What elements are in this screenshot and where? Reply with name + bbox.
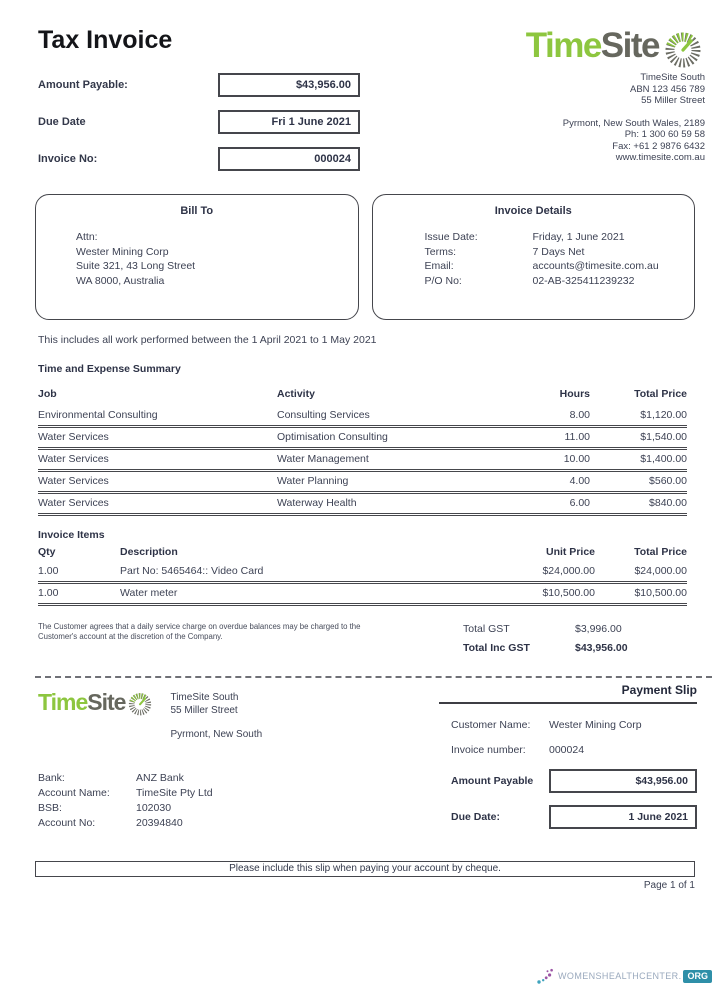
amount-payable-label: Amount Payable: bbox=[38, 79, 128, 91]
terms-value: 7 Days Net bbox=[532, 245, 585, 258]
slip-due-value: 1 June 2021 bbox=[549, 805, 697, 829]
table-row bbox=[38, 562, 687, 584]
cell-unit-price: $10,500.00 bbox=[542, 587, 595, 599]
col-description: Description bbox=[120, 546, 178, 558]
cell-total: $1,400.00 bbox=[640, 453, 687, 465]
logo-text-site: Site bbox=[600, 26, 659, 65]
cell-activity: Water Planning bbox=[277, 475, 349, 487]
email-value: accounts@timesite.com.au bbox=[532, 260, 659, 272]
amount-payable-row bbox=[38, 73, 383, 97]
header-fields bbox=[38, 26, 383, 184]
cell-total: $1,120.00 bbox=[640, 409, 687, 421]
po-no-row bbox=[425, 274, 695, 289]
time-expense-title: Time and Expense Summary bbox=[38, 363, 181, 375]
bill-to-country: WA 8000, Australia bbox=[76, 274, 165, 287]
slip-company-address bbox=[170, 689, 262, 741]
company-name: TimeSite South bbox=[640, 72, 705, 83]
cell-total-price: $24,000.00 bbox=[634, 565, 687, 577]
col-total-price: Total Price bbox=[634, 546, 687, 558]
timesite-logo-small bbox=[38, 689, 154, 741]
terms-label: Terms: bbox=[424, 245, 456, 258]
cell-hours: 10.00 bbox=[563, 453, 590, 465]
table-row bbox=[38, 494, 687, 516]
terms-note-line2: Customer's account at the discretion of the Company. bbox=[38, 632, 223, 641]
invoice-number-value: 000024 bbox=[549, 744, 585, 756]
dots-swoosh-icon bbox=[536, 966, 556, 986]
page-number: Page 1 of 1 bbox=[643, 880, 695, 891]
cell-job: Water Services bbox=[38, 453, 109, 465]
col-hours: Hours bbox=[559, 388, 590, 400]
cell-qty: 1.00 bbox=[38, 587, 59, 599]
work-period-note: This includes all work performed between the 1 April 2021 to 1 May 2021 bbox=[38, 334, 377, 346]
time-expense-header bbox=[38, 385, 687, 406]
watermark-text: WOMENSHEALTHCENTER. bbox=[558, 971, 682, 981]
stopwatch-icon bbox=[661, 26, 705, 70]
table-row bbox=[38, 428, 687, 450]
cell-job: Environmental Consulting bbox=[38, 409, 158, 421]
totals-block bbox=[463, 622, 687, 661]
cell-description: Water meter bbox=[120, 587, 178, 599]
invoice-items-header bbox=[38, 543, 687, 562]
col-job: Job bbox=[38, 388, 57, 400]
cell-hours: 6.00 bbox=[569, 497, 590, 509]
timesite-logo bbox=[526, 26, 705, 70]
total-inc-gst-row bbox=[463, 642, 687, 654]
invoice-items-table bbox=[38, 543, 687, 606]
bill-to-title: Bill To bbox=[180, 205, 214, 217]
cell-job: Water Services bbox=[38, 431, 109, 443]
logo-text-time: Time bbox=[38, 689, 88, 715]
customer-name-row bbox=[439, 719, 697, 731]
invoice-items-title: Invoice Items bbox=[38, 529, 105, 541]
bsb-label: BSB: bbox=[38, 802, 62, 814]
company-abn: ABN 123 456 789 bbox=[629, 83, 705, 95]
bsb-value: 102030 bbox=[136, 802, 172, 814]
bank-row bbox=[38, 801, 439, 816]
header-section bbox=[0, 0, 720, 184]
slip-company-city: Pyrmont, New South bbox=[170, 729, 263, 740]
email-row bbox=[425, 259, 695, 274]
bank-row bbox=[38, 786, 439, 801]
company-address bbox=[526, 72, 705, 164]
payment-slip-left bbox=[38, 681, 439, 841]
cell-hours: 4.00 bbox=[569, 475, 590, 487]
due-date-row bbox=[38, 110, 383, 134]
table-row bbox=[38, 584, 687, 606]
bank-row bbox=[38, 771, 439, 786]
po-no-label: P/O No: bbox=[424, 274, 462, 287]
account-name-value: TimeSite Pty Ltd bbox=[136, 787, 213, 799]
cell-description: Part No: 5465464:: Video Card bbox=[120, 565, 264, 577]
totals-section bbox=[38, 622, 687, 661]
account-no-value: 20394840 bbox=[136, 817, 183, 829]
slip-due-row bbox=[439, 805, 697, 829]
slip-amount-value: $43,956.00 bbox=[549, 769, 697, 793]
due-date-label: Due Date bbox=[38, 116, 86, 128]
company-fax: Fax: +61 2 9876 6432 bbox=[612, 140, 705, 152]
bank-label: Bank: bbox=[38, 772, 65, 784]
cell-hours: 8.00 bbox=[569, 409, 590, 421]
cell-activity: Consulting Services bbox=[277, 409, 370, 421]
table-row bbox=[38, 450, 687, 472]
bill-to-company: Wester Mining Corp bbox=[76, 245, 169, 258]
company-city: Pyrmont, New South Wales, 2189 bbox=[562, 117, 705, 129]
cell-total: $840.00 bbox=[649, 497, 687, 509]
email-label: Email: bbox=[424, 260, 454, 272]
payment-slip-title: Payment Slip bbox=[621, 683, 697, 697]
payment-slip-section bbox=[38, 681, 697, 841]
cell-total-price: $10,500.00 bbox=[634, 587, 687, 599]
invoice-details-title: Invoice Details bbox=[494, 205, 572, 217]
total-gst-value: $3,996.00 bbox=[575, 623, 622, 635]
col-activity: Activity bbox=[277, 388, 315, 400]
cell-total: $1,540.00 bbox=[640, 431, 687, 443]
payment-slip-rule bbox=[439, 702, 697, 704]
cell-hours: 11.00 bbox=[564, 431, 590, 443]
cell-qty: 1.00 bbox=[38, 565, 59, 577]
invoice-details-box bbox=[372, 194, 696, 320]
cell-activity: Optimisation Consulting bbox=[277, 431, 388, 443]
bank-row bbox=[38, 816, 439, 831]
table-row bbox=[38, 472, 687, 494]
bill-to-street: Suite 321, 43 Long Street bbox=[76, 260, 196, 272]
total-inc-gst-value: $43,956.00 bbox=[575, 642, 628, 654]
bank-value: ANZ Bank bbox=[136, 772, 184, 784]
bill-to-attn: Attn: bbox=[76, 231, 98, 243]
cell-unit-price: $24,000.00 bbox=[542, 565, 595, 577]
slip-due-label: Due Date: bbox=[451, 811, 501, 823]
cheque-note: Please include this slip when paying your account by cheque. bbox=[35, 861, 695, 877]
account-name-label: Account Name: bbox=[38, 787, 110, 799]
company-street: 55 Miller Street bbox=[641, 95, 705, 106]
logo-text-site: Site bbox=[87, 689, 126, 715]
terms-row bbox=[425, 245, 695, 260]
slip-company-street: 55 Miller Street bbox=[170, 705, 238, 716]
slip-amount-row bbox=[439, 769, 697, 793]
cell-job: Water Services bbox=[38, 475, 109, 487]
invoice-number-label: Invoice number: bbox=[451, 744, 526, 756]
company-website: www.timesite.com.au bbox=[615, 152, 705, 163]
bank-details bbox=[38, 771, 439, 831]
cell-activity: Waterway Health bbox=[277, 497, 357, 509]
amount-payable-value: $43,956.00 bbox=[218, 73, 360, 97]
due-date-value: Fri 1 June 2021 bbox=[218, 110, 360, 134]
watermark bbox=[536, 966, 712, 986]
issue-date-row bbox=[425, 230, 695, 245]
invoice-no-value: 000024 bbox=[218, 147, 360, 171]
invoice-number-row bbox=[439, 744, 697, 756]
time-expense-table bbox=[38, 385, 687, 516]
slip-amount-label: Amount Payable bbox=[451, 775, 534, 787]
issue-date-value: Friday, 1 June 2021 bbox=[532, 231, 625, 243]
tear-off-divider bbox=[35, 676, 712, 678]
invoice-details-rows bbox=[373, 230, 695, 288]
stopwatch-icon bbox=[126, 689, 154, 717]
po-no-value: 02-AB-325411239232 bbox=[532, 274, 635, 287]
invoice-no-label: Invoice No: bbox=[38, 153, 98, 165]
total-gst-row bbox=[463, 623, 687, 635]
table-row bbox=[38, 406, 687, 428]
terms-note bbox=[38, 622, 430, 661]
col-total-price: Total Price bbox=[634, 388, 687, 400]
terms-note-line1: The Customer agrees that a daily service charge on overdue balances may be charged to the bbox=[38, 622, 361, 631]
company-block bbox=[526, 26, 705, 184]
account-no-label: Account No: bbox=[38, 817, 96, 829]
watermark-badge: ORG bbox=[683, 970, 712, 983]
total-gst-label: Total GST bbox=[463, 623, 510, 635]
cell-activity: Water Management bbox=[277, 453, 369, 465]
slip-company-name: TimeSite South bbox=[170, 692, 239, 703]
invoice-no-row bbox=[38, 147, 383, 171]
customer-name-value: Wester Mining Corp bbox=[549, 719, 642, 731]
customer-name-label: Customer Name: bbox=[451, 719, 531, 731]
bill-to-box bbox=[35, 194, 359, 320]
bill-to-address bbox=[36, 230, 358, 288]
cell-total: $560.00 bbox=[649, 475, 687, 487]
issue-date-label: Issue Date: bbox=[424, 231, 478, 243]
col-qty: Qty bbox=[38, 546, 56, 558]
logo-text-time: Time bbox=[525, 26, 601, 65]
info-boxes bbox=[35, 194, 695, 320]
page-title: Tax Invoice bbox=[38, 26, 173, 54]
cell-job: Water Services bbox=[38, 497, 109, 509]
company-phone: Ph: 1 300 60 59 58 bbox=[624, 129, 705, 140]
col-unit-price: Unit Price bbox=[545, 546, 595, 558]
payment-slip-right bbox=[439, 681, 697, 841]
total-inc-gst-label: Total Inc GST bbox=[463, 642, 530, 654]
